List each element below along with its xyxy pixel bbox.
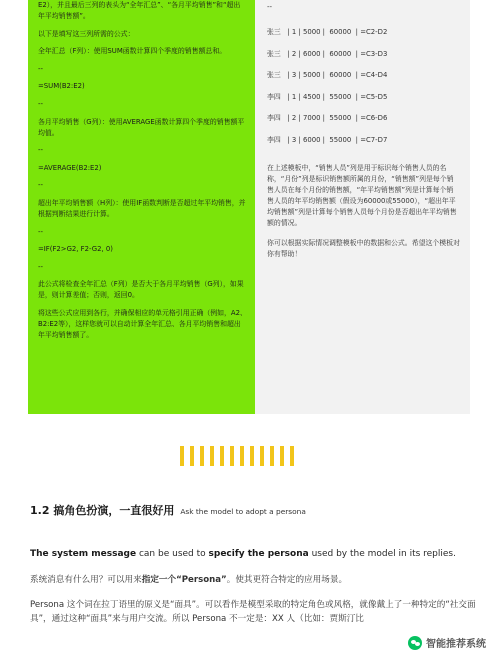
divider-bar <box>180 446 184 466</box>
green-paragraph: 以下是填写这三列所需的公式： <box>38 29 135 38</box>
gray-paragraph: 你可以根据实际情况调整模板中的数据和公式。希望这个模板对你有帮助！ <box>267 238 460 258</box>
table-row: 张三 | 2 | 6000 | 60000 | =C3-D3 <box>267 49 388 58</box>
watermark <box>405 634 489 651</box>
section-subtitle: Ask the model to adopt a persona <box>180 507 306 516</box>
divider-bar <box>240 446 244 466</box>
green-paragraph: 此公式将检查全年汇总（F列）是否大于各月平均销售（G列），如果是，则计算差值；否则，返回0。 <box>38 280 244 300</box>
divider-bar <box>290 446 294 466</box>
divider-bar <box>270 446 274 466</box>
green-separator: -- <box>38 99 43 108</box>
gray-separator: -- <box>267 3 273 11</box>
divider-bar <box>280 446 284 466</box>
gray-text-panel <box>255 0 470 414</box>
green-text-panel <box>28 0 255 414</box>
table-row: 李四 | 1 | 4500 | 55000 | =C5-D5 <box>267 92 388 101</box>
green-paragraph: 全年汇总（F列）：使用SUM函数计算四个季度的销售额总和。 <box>38 47 227 56</box>
green-separator: -- <box>38 181 43 190</box>
watermark-text: 智能推荐系统 <box>426 639 486 650</box>
plain-text: 系统消息有什么用？可以用来 <box>30 575 142 585</box>
divider-bar <box>200 446 204 466</box>
divider-bar <box>220 446 224 466</box>
section-title: 1.2 搞角色扮演，一直很好用 <box>30 504 175 517</box>
plain-text: can be used to <box>136 549 209 559</box>
section-divider <box>180 446 300 466</box>
formula-average: =AVERAGE(B2:E2) <box>38 163 102 172</box>
divider-bar <box>190 446 194 466</box>
english-sentence <box>30 549 456 559</box>
gray-paragraph: 在上述模板中，“销售人员”列是用于标识每个销售人员的名称，“月份”列是标识销售额所属的月份，“销售额”列是每个销售人员在每个月份的销售额，“年平均销售额”列是计算每个销售人员的年平均销售额（假设为60000或55000），“超出年平均销售额”列是计算每个销售人员每个月份是否超出年平均销售额的情况。 <box>267 163 457 227</box>
wechat-icon <box>408 636 422 650</box>
green-separator: -- <box>38 227 43 236</box>
persona-paragraph: Persona 这个词在拉丁语里的原义是“面具”。可以看作是模型采取的特定角色或风格，就像戴上了一种特定的“社交面具”，通过这种“面具”来与用户交流。所以 Persona 不一定是：XX 人（比如：贾斯汀比 <box>30 600 476 624</box>
divider-bar <box>250 446 254 466</box>
green-paragraph: 各月平均销售（G列）：使用AVERAGE函数计算四个季度的销售额平均值。 <box>38 117 245 137</box>
divider-bar <box>260 446 264 466</box>
plain-text: used by the model in its replies. <box>308 549 456 559</box>
table-row: 张三 | 3 | 5000 | 60000 | =C4-D4 <box>267 71 388 80</box>
formula-sum: =SUM(B2:E2) <box>38 82 85 91</box>
green-separator: -- <box>38 64 43 73</box>
bold-term: 指定一个“Persona” <box>141 575 227 585</box>
section-heading <box>30 502 306 518</box>
divider-bar <box>230 446 234 466</box>
chinese-sentence <box>30 573 347 585</box>
formula-if: =IF(F2>G2, F2-G2, 0) <box>38 245 113 254</box>
green-separator: -- <box>38 146 43 155</box>
plain-text: 。使其更符合特定的应用场景。 <box>226 575 348 585</box>
green-paragraph: E2），并且最后三列的表头为“全年汇总”、“各月平均销售”和“超出年平均销售额”。 <box>38 1 241 20</box>
divider-bar <box>210 446 214 466</box>
table-row: 李四 | 3 | 6000 | 55000 | =C7-D7 <box>267 135 388 144</box>
table-row: 张三 | 1 | 5000 | 60000 | =C2-D2 <box>267 28 388 36</box>
bold-term: specify the persona <box>208 549 309 559</box>
green-separator: -- <box>38 262 43 271</box>
table-row: 李四 | 2 | 7000 | 55000 | =C6-D6 <box>267 114 388 123</box>
green-paragraph: 将这些公式应用到各行，并确保相应的单元格引用正确（例如，A2、B2:E2等），这样您就可以自动计算全年汇总、各月平均销售和超出年平均销售额了。 <box>38 308 247 339</box>
bold-term: The system message <box>30 549 137 559</box>
green-paragraph: 超出年平均销售额（H列）：使用IF函数判断是否超过年平均销售，并根据判断结果进行计算。 <box>38 198 246 218</box>
